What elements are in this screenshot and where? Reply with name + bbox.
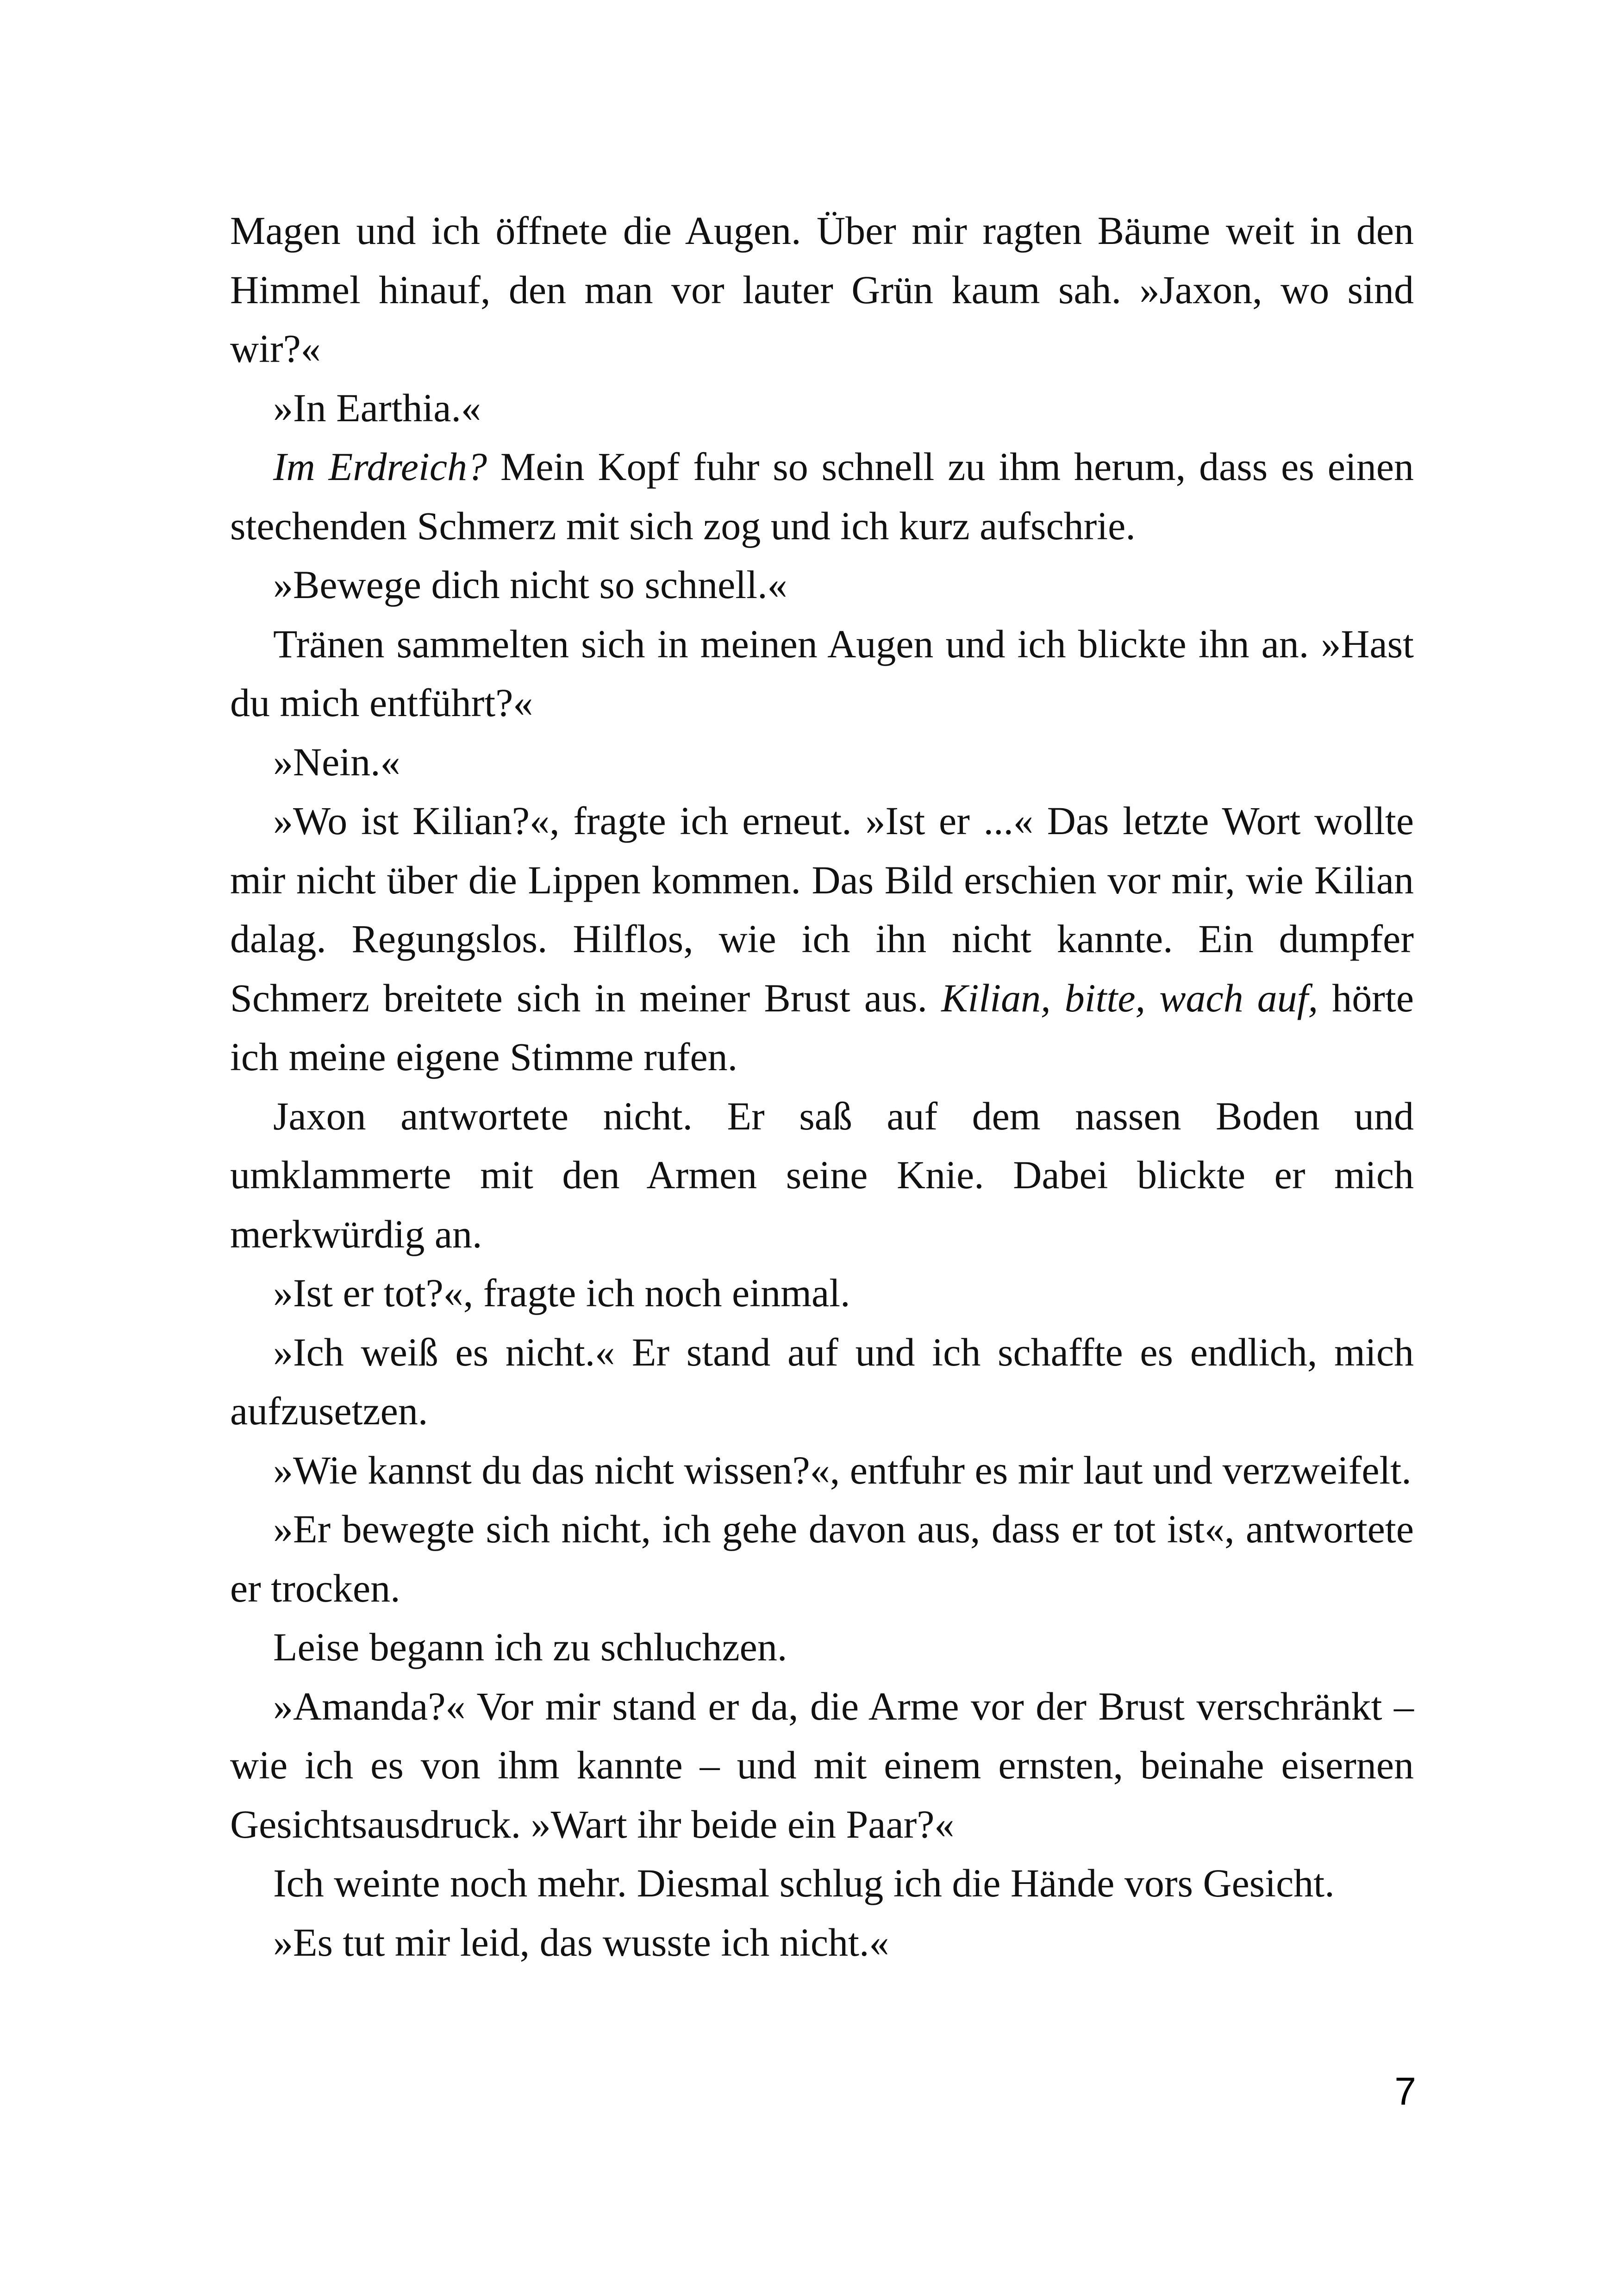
- paragraph-3: [230, 437, 1414, 555]
- page-body: [230, 201, 1414, 1972]
- paragraph-7-text: »Wo ist Kilian?«, fragte ich erneut. »Ist er ...« Das letzte Wort wollte mir nicht über die Lippen kommen. Das Bild erschien vor mir, wie Kilian dalag. Regungslos. Hilflos, wie ich ihn nicht kannte. Ein dumpfer Schmerz breitete sich in meiner Brust aus.: [230, 798, 1414, 1020]
- paragraph-13-text: Leise begann ich zu schluchzen.: [273, 1625, 787, 1669]
- paragraph-10: [230, 1323, 1414, 1441]
- paragraph-13: [230, 1618, 1414, 1677]
- paragraph-10-text: »Ich weiß es nicht.« Er stand auf und ich schaffte es endlich, mich aufzusetzen.: [230, 1329, 1414, 1433]
- paragraph-6-text: »Nein.«: [273, 739, 400, 784]
- paragraph-15-text: Ich weinte noch mehr. Diesmal schlug ich die Hände vors Gesicht.: [273, 1861, 1335, 1905]
- paragraph-16-text: »Es tut mir leid, das wusste ich nicht.«: [273, 1920, 889, 1964]
- paragraph-12: [230, 1500, 1414, 1618]
- paragraph-8-text: Jaxon antwortete nicht. Er saß auf dem nassen Boden und umklammerte mit den Armen seine Knie. Dabei blickte er mich merkwürdig an.: [230, 1093, 1414, 1256]
- paragraph-2-text: »In Earthia.«: [273, 385, 481, 430]
- paragraph-11: [230, 1441, 1414, 1500]
- paragraph-9-text: »Ist er tot?«, fragte ich noch einmal.: [273, 1271, 850, 1315]
- paragraph-16: [230, 1913, 1414, 1972]
- paragraph-7: [230, 792, 1414, 1087]
- paragraph-6: [230, 733, 1414, 792]
- page-number: 7: [1394, 2070, 1416, 2113]
- paragraph-14: [230, 1677, 1414, 1854]
- paragraph-7-italic-text: Kilian, bitte, wach auf,: [941, 975, 1318, 1020]
- paragraph-4-text: »Bewege dich nicht so schnell.«: [273, 562, 787, 607]
- paragraph-12-text: »Er bewegte sich nicht, ich gehe davon aus, dass er tot ist«, antwortete er trocken.: [230, 1507, 1414, 1610]
- paragraph-8: [230, 1087, 1414, 1264]
- paragraph-1: [230, 201, 1414, 379]
- paragraph-15: [230, 1854, 1414, 1913]
- paragraph-3-italic-text: Im Erdreich?: [273, 444, 487, 489]
- paragraph-7-text-end: hörte ich meine eigene Stimme rufen.: [230, 975, 1414, 1079]
- paragraph-3-text: Mein Kopf fuhr so schnell zu ihm herum, dass es einen stechenden Schmerz mit sich zog und ich kurz aufschrie.: [230, 444, 1414, 548]
- paragraph-2: [230, 379, 1414, 438]
- paragraph-14-text: »Amanda?« Vor mir stand er da, die Arme vor der Brust verschränkt – wie ich es von ihm kannte – und mit einem ernsten, beinahe eisernen Gesichtsausdruck. »Wart ihr beide ein Paar?«: [230, 1684, 1414, 1846]
- paragraph-11-text: »Wie kannst du das nicht wissen?«, entfuhr es mir laut und verzweifelt.: [273, 1447, 1412, 1492]
- paragraph-5: [230, 615, 1414, 733]
- paragraph-9: [230, 1264, 1414, 1323]
- paragraph-5-text: Tränen sammelten sich in meinen Augen und ich blickte ihn an. »Hast du mich entführt?«: [230, 621, 1414, 725]
- paragraph-4: [230, 555, 1414, 615]
- paragraph-1-text: Magen und ich öffnete die Augen. Über mir ragten Bäume weit in den Himmel hinauf, den man vor lauter Grün kaum sah. »Jaxon, wo sind wir?«: [230, 208, 1414, 371]
